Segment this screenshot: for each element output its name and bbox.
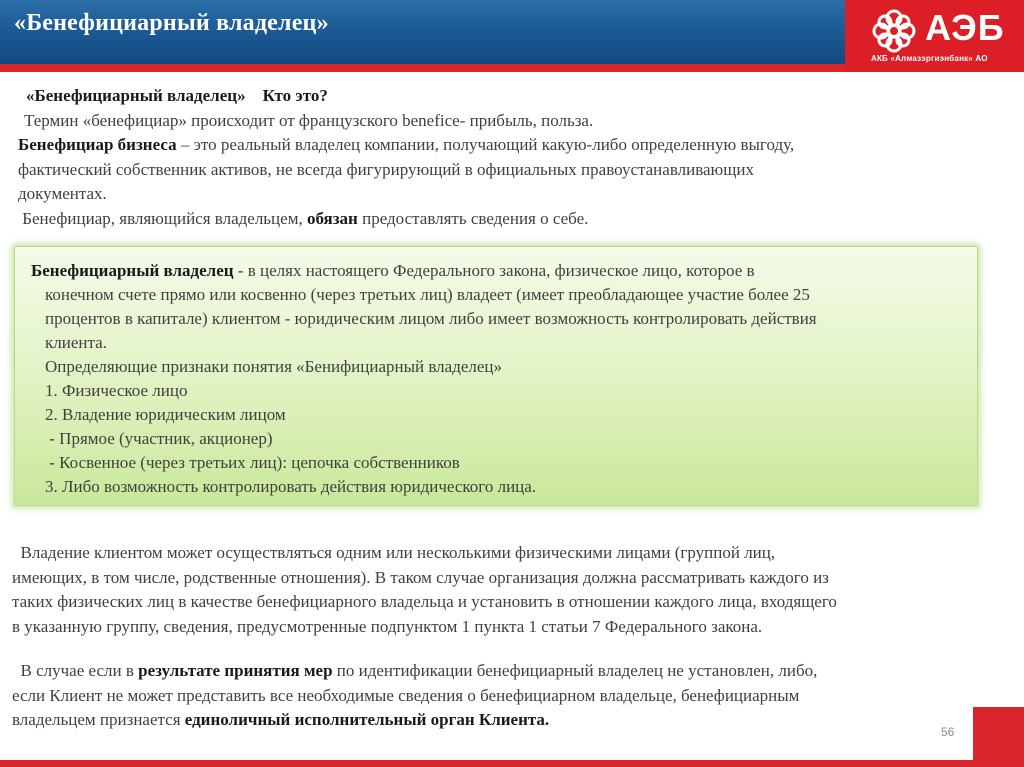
intro-question: Кто это? [262, 86, 328, 105]
intro-line: Термин «бенефициар» происходит от французского benefice- прибыль, польза. [24, 110, 594, 130]
definition-text: - в целях настоящего Федерального закона, физическое лицо, которое в [233, 261, 755, 280]
intro-section [18, 84, 1008, 231]
intro-line [18, 84, 1008, 109]
paragraph-text: В случае если в [12, 661, 139, 680]
paragraph-emphasis: результате принятия мер [138, 661, 333, 680]
intro-term: Бенефициар бизнеса [18, 135, 177, 154]
definition-line: конечном счете прямо или косвенно (через третьих лиц) владеет (имеет преобладающее участие более 25 [45, 285, 810, 304]
paragraph-line: имеющих, в том числе, родственные отношения). В таком случае организация должна рассматривать каждого из [12, 567, 829, 587]
intro-line: фактический собственник активов, не всегда фигурирующий в официальных правоустанавливающих [18, 159, 754, 179]
page-number: 56 [941, 725, 955, 739]
logo-block [845, 0, 1024, 72]
paragraph-text: по идентификации бенефициарный владелец не установлен, либо, [332, 661, 818, 680]
paragraph-not-identified [12, 659, 1002, 733]
list-item: - Косвенное (через третьих лиц): цепочка собственников [45, 453, 460, 472]
corner-accent [973, 707, 1024, 767]
list-item: 1. Физическое лицо [45, 381, 188, 400]
slide-title: «Бенефициарный владелец» [14, 10, 329, 36]
header-bar [0, 0, 845, 64]
logo-subtitle: АКБ «Алмазэргиэнбанк» АО [871, 54, 988, 63]
paragraph-text: владельцем признается [12, 710, 185, 729]
definition-line: клиента. [45, 333, 107, 352]
list-item: 3. Либо возможность контролировать действия юридического лица. [45, 477, 537, 496]
paragraph-line [12, 708, 1002, 733]
intro-line [18, 133, 1008, 158]
intro-heading: «Бенефициарный владелец» [26, 86, 246, 105]
intro-gap [246, 86, 263, 105]
definition-line: Определяющие признаки понятия «Бенифициарный владелец» [45, 357, 503, 376]
intro-emphasis: обязан [306, 208, 358, 228]
definition-line: процентов в капитале) клиентом - юридическим лицом либо имеет возможность контролировать действия [45, 309, 817, 328]
definition-line [31, 259, 817, 283]
aeb-emblem-icon [871, 8, 917, 54]
paragraph-line [12, 659, 1002, 684]
list-item: - Прямое (участник, акционер) [45, 429, 273, 448]
paragraph-line: таких физических лиц в качестве бенефициарного владельца и установить в отношении каждого лица, входящего [12, 592, 837, 611]
header-underline [0, 64, 845, 72]
intro-line: документах. [18, 184, 107, 203]
intro-text: предоставлять сведения о себе. [357, 208, 589, 228]
definition-box [14, 246, 978, 506]
list-item: 2. Владение юридическим лицом [45, 405, 286, 424]
paragraph-emphasis: единоличный исполнительный орган Клиента. [184, 710, 550, 729]
definition-term: Бенефициарный владелец [31, 261, 234, 280]
intro-text: Бенефициар, являющийся владельцем, [18, 208, 307, 228]
bottom-strip [0, 760, 973, 767]
paragraph-line: если Клиент не может представить все необходимые сведения о бенефициарном владельце, бенефициарным [12, 685, 800, 705]
paragraph-line: Владение клиентом может осуществляться одним или несколькими физическими лицами (группой лиц, [12, 543, 776, 562]
paragraph-line: в указанную группу, сведения, предусмотренные подпунктом 1 пункта 1 статьи 7 Федерального закона. [12, 616, 763, 636]
intro-line [18, 207, 1008, 232]
paragraph-group-ownership [12, 541, 1002, 639]
logo-name: АЭБ [925, 7, 1005, 48]
intro-text: – это реальный владелец компании, получающий какую-либо определенную выгоду, [176, 135, 795, 154]
